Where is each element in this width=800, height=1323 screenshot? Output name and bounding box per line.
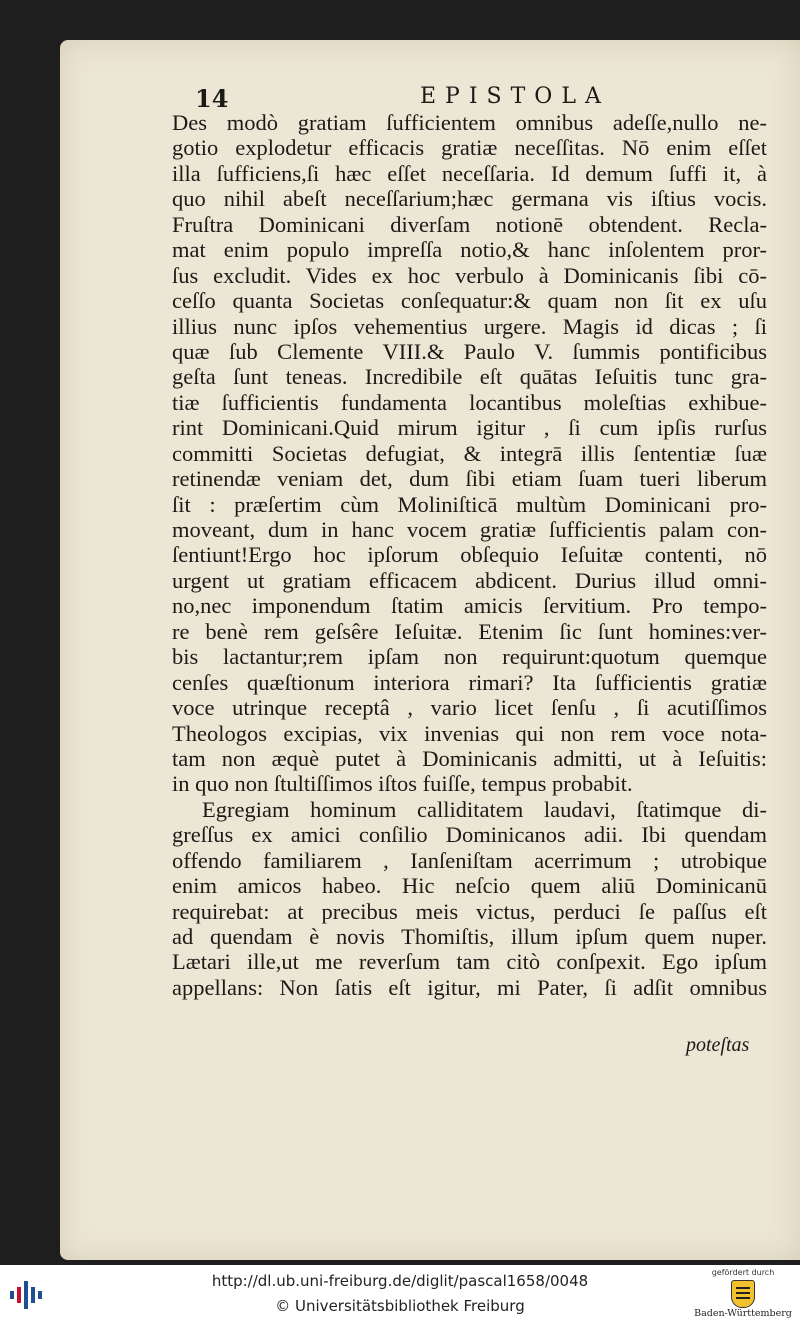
text-line: quo nihil abeſt neceſſarium;hæc germana vis iſtius vocis.	[172, 186, 767, 212]
text-line: mat enim populo impreſſa notio,& hanc inſolentem pror-	[172, 237, 767, 263]
text-line: rint Dominicani.Quid mirum igitur , ſi cum ipſis rurſus	[172, 415, 767, 441]
text-line: re benè rem geſsêre Ieſuitæ. Etenim ſic ſunt homines:ver-	[172, 618, 767, 644]
text-line: geſta ſunt teneas. Incredibile eſt quātas Ieſuitis tunc gra-	[172, 364, 767, 390]
text-line: ad quendam è novis Thomiſtis, illum ipſum quem nuper.	[172, 924, 767, 949]
text-line: offendo familiarem , Ianſeniſtam acerrimum ; utrobique	[172, 847, 767, 873]
text-line: retinendæ veniam det, dum ſibi etiam ſuam tueri liberum	[172, 466, 767, 492]
page-header	[195, 84, 765, 113]
text-line: Lætari ille,ut me reverſum tam citò conſpexit. Ego ipſum	[172, 949, 767, 975]
text-line: in quo non ſtultiſſimos iſtos fuiſſe, tempus probabit.	[172, 771, 633, 797]
coat-of-arms-icon	[731, 1280, 755, 1308]
text-line: illius nunc ipſos vehementius urgere. Magis id dicas ; ſi	[172, 313, 767, 339]
text-line: appellans: Non ſatis eſt igitur, mi Pater, ſi adſit omnibus	[172, 974, 767, 1000]
sponsor-caption: gefördert durch	[711, 1268, 775, 1277]
copyright-notice: © Universitätsbibliothek Freiburg	[275, 1297, 525, 1315]
text-line: urgent ut gratiam efficacem abdicent. Durius illud omni-	[172, 567, 767, 593]
text-line: ſentiunt!Ergo hoc ipſorum obſequio Ieſuitæ contenti, nō	[172, 542, 767, 568]
text-line: cenſes quæſtionum interiora rimari? Ita ſufficientis gratiæ	[172, 669, 767, 695]
text-line: Des modò gratiam ſufficientem omnibus adeſſe,nullo ne-	[172, 110, 767, 135]
page-number: 14	[195, 84, 229, 113]
text-line: Egregiam hominum calliditatem laudavi, ſtatimque di-	[202, 796, 767, 822]
text-line: illa ſufficiens,ſi hæc eſſet neceſſaria. Id demum ſuffi it, à	[172, 160, 767, 186]
text-line: enim amicos habeo. Hic neſcio quem aliū Dominicanū	[172, 873, 767, 899]
text-line: ſus excludit. Vides ex hoc verbulo à Dominicanis ſibi cō-	[172, 262, 767, 288]
catchword: poteſtas	[686, 1034, 750, 1056]
text-line: ceſſo quanta Societas conſequatur:& quam non ſit ex uſu	[172, 288, 767, 314]
sponsor-name: Baden-Württemberg	[694, 1308, 792, 1319]
text-line: quæ ſub Clemente VIII.& Paulo V. ſummis pontificibus	[172, 338, 767, 364]
text-line: voce utrinque receptâ , vario licet ſenſu , ſi acutiſſimos	[172, 695, 767, 721]
text-line: moveant, dum in hanc vocem gratiæ ſufficientis palam con-	[172, 517, 767, 542]
text-line: bis lactantur;rem ipſam non requirunt:quotum quemque	[172, 644, 767, 670]
text-line: tiæ ſufficientis fundamenta locantibus moleſtias exhibue-	[172, 389, 767, 415]
text-line: greſſus ex amici conſilio Dominicanos adii. Ibi quendam	[172, 822, 767, 848]
running-head: EPISTOLA	[420, 84, 610, 109]
sponsor-badge	[693, 1268, 793, 1322]
text-line: ſit : præſertim cùm Moliniſticā multùm Dominicani pro-	[172, 491, 767, 517]
text-line: gotio explodetur efficacis gratiæ neceſſitas. Nō enim eſſet	[172, 135, 767, 161]
text-line: committi Societas defugiat, & integrā illis ſententiæ ſuæ	[172, 440, 767, 466]
footer-bar	[0, 1265, 800, 1323]
page-body-text	[172, 110, 767, 1000]
text-line: no,nec imponendum ſtatim amicis ſervitium. Pro tempo-	[172, 593, 767, 619]
text-line: Theologos excipias, vix invenias qui non rem voce nota-	[172, 720, 767, 746]
text-line: Fruſtra Dominicani diverſam notionē obtendent. Recla-	[172, 211, 767, 237]
permalink-url[interactable]: http://dl.ub.uni-freiburg.de/diglit/pascal1658/0048	[211, 1272, 589, 1290]
text-line: tam non æquè putet à Dominicanis admitti, ut à Ieſuitis:	[172, 745, 767, 771]
text-line: requirebat: at precibus meis victus, perduci ſe paſſus eſt	[172, 898, 767, 924]
